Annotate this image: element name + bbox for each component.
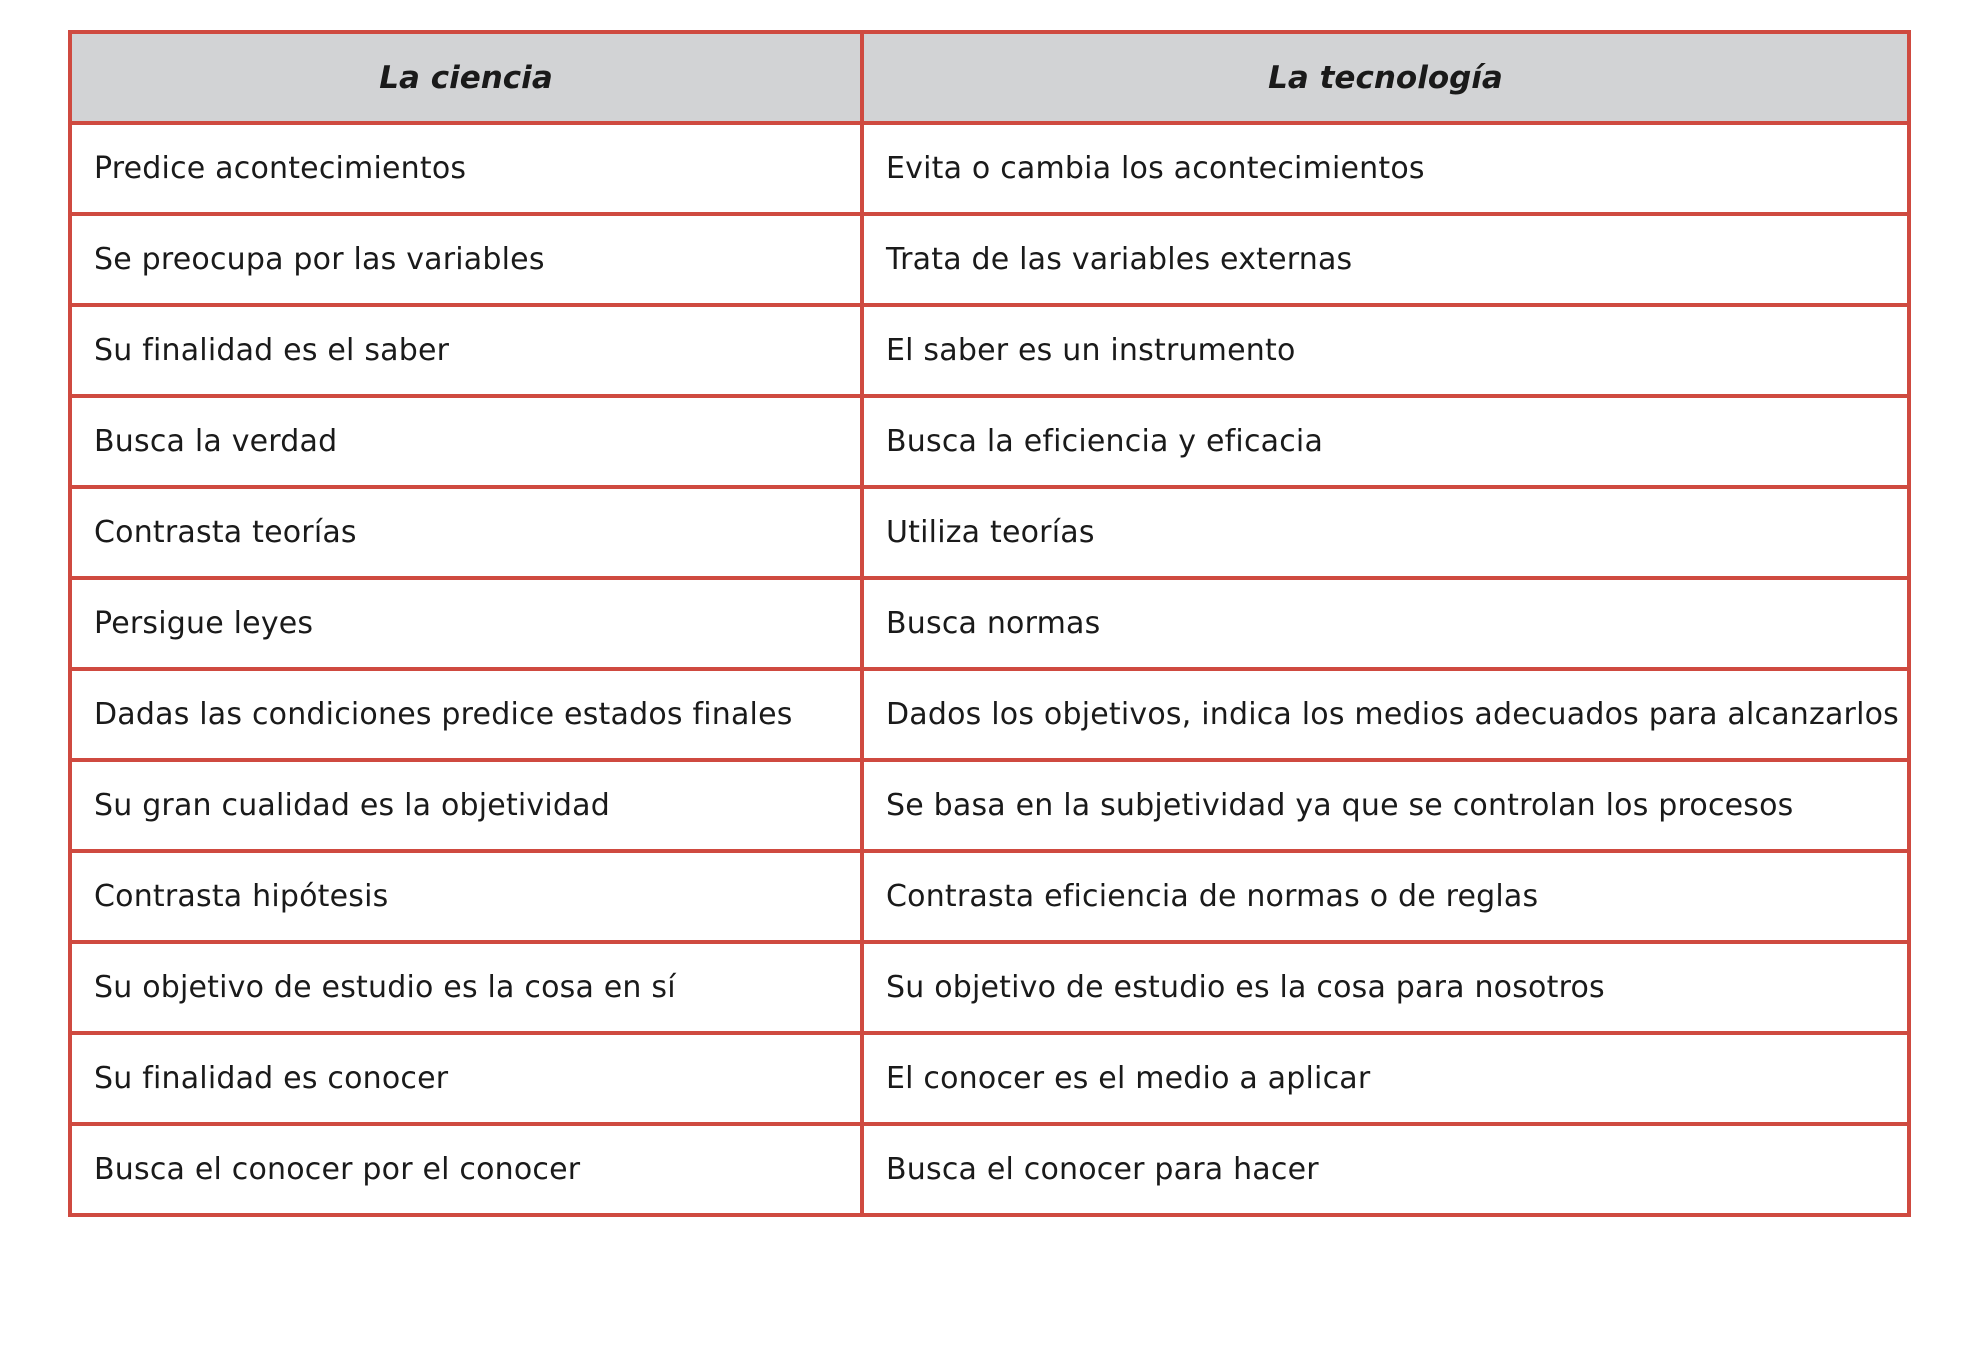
- cell-tecnologia: Busca la eficiencia y eficacia: [862, 396, 1909, 487]
- table-row: [70, 214, 1909, 305]
- cell-ciencia: Persigue leyes: [70, 578, 862, 669]
- table-row: [70, 669, 1909, 760]
- cell-ciencia: Busca la verdad: [70, 396, 862, 487]
- table-row: [70, 396, 1909, 487]
- table-row: [70, 942, 1909, 1033]
- cell-ciencia: Su gran cualidad es la objetividad: [70, 760, 862, 851]
- cell-ciencia: Su finalidad es conocer: [70, 1033, 862, 1124]
- table-header: [70, 32, 1909, 123]
- table-body: [70, 123, 1909, 1215]
- cell-tecnologia: Busca el conocer para hacer: [862, 1124, 1909, 1215]
- cell-ciencia: Busca el conocer por el conocer: [70, 1124, 862, 1215]
- table-row: [70, 487, 1909, 578]
- table-row: [70, 1033, 1909, 1124]
- cell-ciencia: Su objetivo de estudio es la cosa en sí: [70, 942, 862, 1033]
- cell-ciencia: Su finalidad es el saber: [70, 305, 862, 396]
- table-row: [70, 305, 1909, 396]
- table-row: [70, 851, 1909, 942]
- table-row: [70, 578, 1909, 669]
- cell-ciencia: Dadas las condiciones predice estados finales: [70, 669, 862, 760]
- cell-tecnologia: Se basa en la subjetividad ya que se controlan los procesos: [862, 760, 1909, 851]
- cell-tecnologia: El saber es un instrumento: [862, 305, 1909, 396]
- cell-tecnologia: Su objetivo de estudio es la cosa para nosotros: [862, 942, 1909, 1033]
- cell-tecnologia: Evita o cambia los acontecimientos: [862, 123, 1909, 214]
- cell-tecnologia: Busca normas: [862, 578, 1909, 669]
- cell-tecnologia: Dados los objetivos, indica los medios adecuados para alcanzarlos: [862, 669, 1909, 760]
- header-tecnologia: La tecnología: [862, 32, 1909, 123]
- header-ciencia: La ciencia: [70, 32, 862, 123]
- cell-tecnologia: Trata de las variables externas: [862, 214, 1909, 305]
- table-row: [70, 760, 1909, 851]
- table-row: [70, 123, 1909, 214]
- cell-ciencia: Se preocupa por las variables: [70, 214, 862, 305]
- table-row: [70, 1124, 1909, 1215]
- cell-ciencia: Contrasta teorías: [70, 487, 862, 578]
- header-row: [70, 32, 1909, 123]
- comparison-table: [68, 30, 1911, 1217]
- cell-tecnologia: Contrasta eficiencia de normas o de reglas: [862, 851, 1909, 942]
- cell-ciencia: Contrasta hipótesis: [70, 851, 862, 942]
- cell-ciencia: Predice acontecimientos: [70, 123, 862, 214]
- cell-tecnologia: El conocer es el medio a aplicar: [862, 1033, 1909, 1124]
- cell-tecnologia: Utiliza teorías: [862, 487, 1909, 578]
